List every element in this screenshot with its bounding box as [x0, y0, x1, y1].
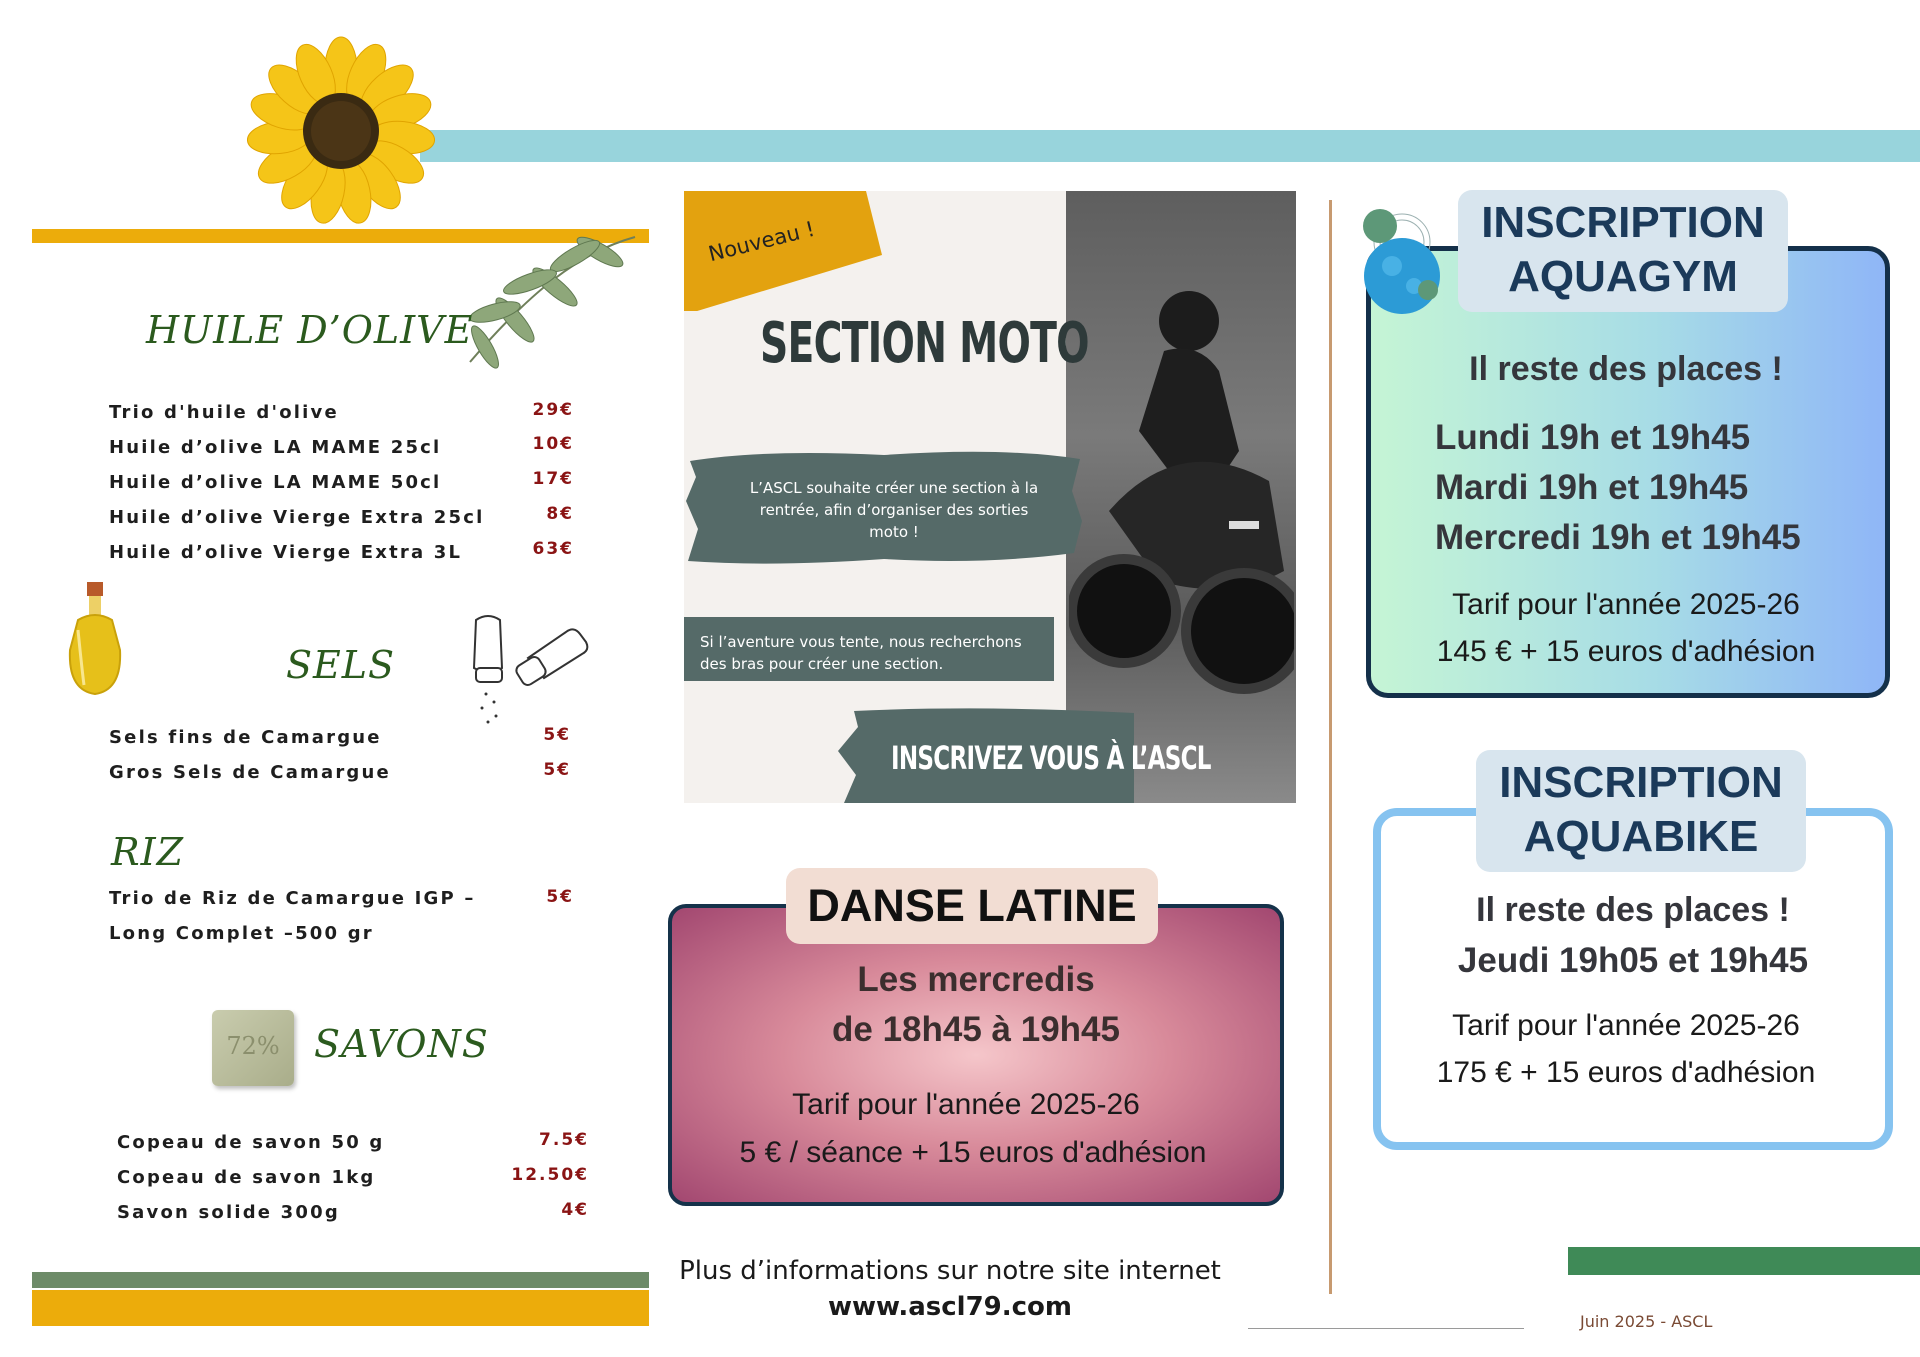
aquagym-places: Il reste des places ! [1469, 350, 1783, 388]
menu-price: 5€ [543, 760, 571, 780]
menu-item: Savon solide 300g [117, 1202, 340, 1223]
menu-price: 4€ [561, 1200, 589, 1220]
oil-bottle-icon [60, 580, 130, 700]
soap-icon [212, 1010, 294, 1086]
menu-item: Copeau de savon 1kg [117, 1167, 376, 1188]
footer-date: Juin 2025 - ASCL [1580, 1312, 1713, 1331]
footer-line [1248, 1328, 1524, 1329]
aquagym-tarif: Tarif pour l'année 2025-26 [1452, 588, 1800, 621]
menu-price: 5€ [543, 725, 571, 745]
menu-item: Huile d’olive Vierge Extra 25cl [109, 507, 485, 528]
menu-price: 10€ [532, 434, 574, 454]
olive-branch-icon [460, 232, 640, 372]
aquagym-price: 145 € + 15 euros d'adhésion [1436, 635, 1816, 668]
riz-title: RIZ [111, 830, 185, 874]
menu-price: 7.5€ [539, 1130, 589, 1150]
menu-price: 17€ [532, 469, 574, 489]
pool-icon [1356, 200, 1446, 320]
aquabike-tarif: Tarif pour l'année 2025-26 [1452, 1009, 1800, 1042]
danse-title: DANSE LATINE [786, 868, 1158, 944]
menu-bottom-green-bar [32, 1272, 649, 1288]
moto-text-1: L’ASCL souhaite créer une section à la rentrée, afin d’organiser des sorties moto ! [749, 479, 1039, 541]
aquabike-slot: Jeudi 19h05 et 19h45 [1457, 941, 1809, 980]
motorcyclist-icon [1069, 281, 1294, 751]
menu-price: 29€ [532, 400, 574, 420]
menu-item: Huile d’olive Vierge Extra 3L [109, 542, 463, 563]
menu-item: Long Complet –500 gr [109, 923, 374, 944]
menu-item: Trio d'huile d'olive [109, 402, 339, 423]
site-url-link[interactable]: www.ascl79.com [827, 1292, 1073, 1322]
moto-card [684, 191, 1296, 803]
aquabike-price: 175 € + 15 euros d'adhésion [1436, 1056, 1816, 1089]
danse-day: Les mercredis [857, 960, 1095, 999]
menu-item: Huile d’olive LA MAME 25cl [109, 437, 442, 458]
column-divider [1329, 200, 1332, 1294]
moto-cta: INSCRIVEZ VOUS À L’ASCL [891, 739, 1211, 777]
savons-title: SAVONS [314, 1022, 489, 1066]
danse-hours: de 18h45 à 19h45 [832, 1010, 1120, 1049]
menu-item: Huile d’olive LA MAME 50cl [109, 472, 442, 493]
moto-text-2: Si l’aventure vous tente, nous recherchons des bras pour créer une section. [700, 633, 1022, 673]
aquabike-title-line1: INSCRIPTION [1499, 758, 1783, 807]
menu-price: 8€ [546, 504, 574, 524]
menu-bottom-yellow-bar [32, 1290, 649, 1326]
danse-price: 5 € / séance + 15 euros d'adhésion [739, 1136, 1207, 1169]
aquagym-slot: Mercredi 19h et 19h45 [1435, 518, 1801, 557]
aquagym-title [1458, 196, 1788, 304]
aquagym-title-line2: AQUAGYM [1508, 252, 1738, 301]
sunflower-icon [246, 36, 436, 226]
aquagym-slot: Mardi 19h et 19h45 [1435, 468, 1749, 507]
danse-tarif: Tarif pour l'année 2025-26 [792, 1088, 1140, 1121]
menu-item: Trio de Riz de Camargue IGP – [109, 888, 476, 909]
menu-item: Sels fins de Camargue [109, 727, 382, 748]
header-teal-bar [420, 130, 1920, 162]
aquagym-slot: Lundi 19h et 19h45 [1435, 418, 1751, 457]
nouveau-tag: Nouveau ! [706, 216, 818, 267]
huile-title: HUILE D’OLIVE [146, 308, 474, 352]
footer-green-bar [1568, 1247, 1920, 1275]
menu-item: Copeau de savon 50 g [117, 1132, 385, 1153]
aquabike-places: Il reste des places ! [1476, 891, 1790, 929]
site-info: Plus d’informations sur notre site internet [679, 1256, 1221, 1286]
salt-shaker-icon [466, 612, 606, 728]
menu-price: 12.50€ [511, 1165, 589, 1185]
menu-price: 5€ [546, 887, 574, 907]
moto-title: SECTION MOTO [760, 311, 1089, 376]
aquabike-title [1476, 756, 1806, 864]
menu-item: Gros Sels de Camargue [109, 762, 391, 783]
aquagym-title-line1: INSCRIPTION [1481, 198, 1765, 247]
aquabike-title-line2: AQUABIKE [1523, 812, 1759, 861]
sels-title: SELS [286, 643, 396, 687]
menu-price: 63€ [532, 539, 574, 559]
soap-label: 72% [226, 1032, 280, 1060]
